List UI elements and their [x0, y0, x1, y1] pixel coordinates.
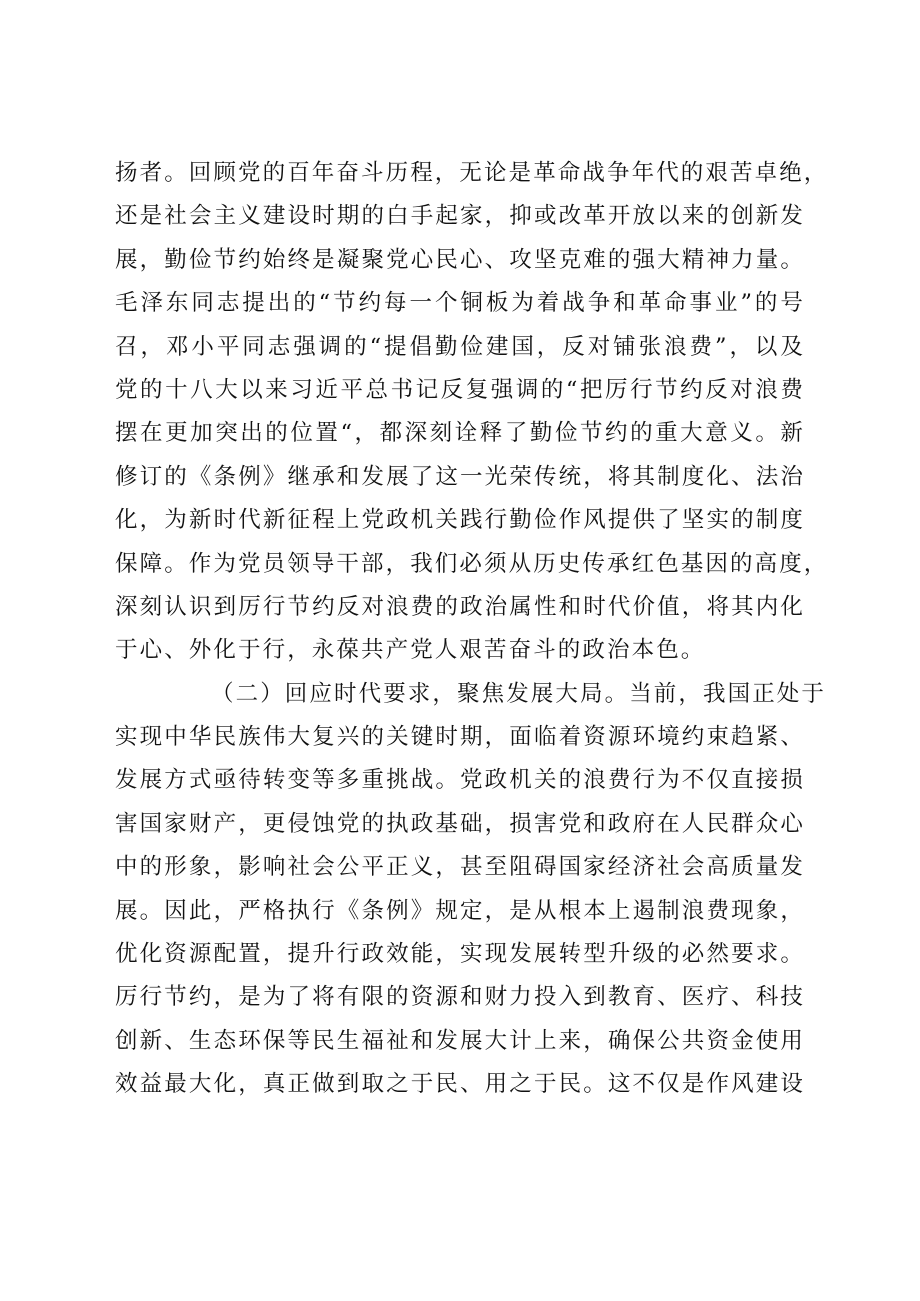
text-line: 保障。作为党员领导干部，我们必须从历史传承红色基因的高度， — [115, 550, 829, 577]
text-line: 展。因此，严格执行《条例》规定，是从根本上遏制浪费现象， — [115, 897, 805, 924]
text-line: 还是社会主义建设时期的白手起家，抑或改革开放以来的创新发 — [115, 203, 805, 230]
text-line: 深刻认识到厉行节约反对浪费的政治属性和时代价值，将其内化 — [115, 593, 805, 620]
paragraph-2 — [115, 673, 827, 1107]
text-line: 召，邓小平同志强调的“提倡勤俭建国，反对铺张浪费”，以及 — [115, 333, 805, 360]
text-line: 发展方式亟待转变等多重挑战。党政机关的浪费行为不仅直接损 — [115, 767, 805, 794]
text-line: 创新、生态环保等民生福祉和发展大计上来，确保公共资金使用 — [115, 1027, 805, 1054]
text-line: 于心、外化于行，永葆共产党人艰苦奋斗的政治本色。 — [115, 637, 706, 664]
text-line: 摆在更加突出的位置“，都深刻诠释了勤俭节约的重大意义。新 — [115, 420, 805, 447]
section-heading-line: （二）回应时代要求，聚焦发展大局。当前，我国正处于 — [211, 680, 827, 707]
text-line: 扬者。回顾党的百年奋斗历程，无论是革命战争年代的艰苦卓绝， — [115, 160, 829, 186]
text-line: 中的形象，影响社会公平正义，甚至阻碍国家经济社会高质量发 — [115, 854, 805, 881]
text-line: 害国家财产，更侵蚀党的执政基础，损害党和政府在人民群众心 — [115, 810, 805, 837]
document-body — [115, 152, 829, 1107]
text-line: 化，为新时代新征程上党政机关践行勤俭作风提供了坚实的制度 — [115, 507, 805, 534]
text-line: 展，勤俭节约始终是凝聚党心民心、攻坚克难的强大精神力量。 — [115, 246, 805, 273]
text-line: 毛泽东同志提出的“节约每一个铜板为着战争和革命事业”的号 — [115, 290, 805, 317]
text-line: 厉行节约，是为了将有限的资源和财力投入到教育、医疗、科技 — [115, 984, 805, 1011]
text-line: 实现中华民族伟大复兴的关键时期，面临着资源环境约束趋紧、 — [115, 724, 805, 751]
text-line: 效益最大化，真正做到取之于民、用之于民。这不仅是作风建设 — [115, 1071, 805, 1098]
text-line: 修订的《条例》继承和发展了这一光荣传统，将其制度化、法治 — [115, 463, 805, 490]
text-line: 优化资源配置，提升行政效能，实现发展转型升级的必然要求。 — [115, 941, 805, 968]
text-line: 党的十八大以来习近平总书记反复强调的“把厉行节约反对浪费 — [115, 376, 805, 403]
paragraph-1 — [115, 152, 829, 673]
